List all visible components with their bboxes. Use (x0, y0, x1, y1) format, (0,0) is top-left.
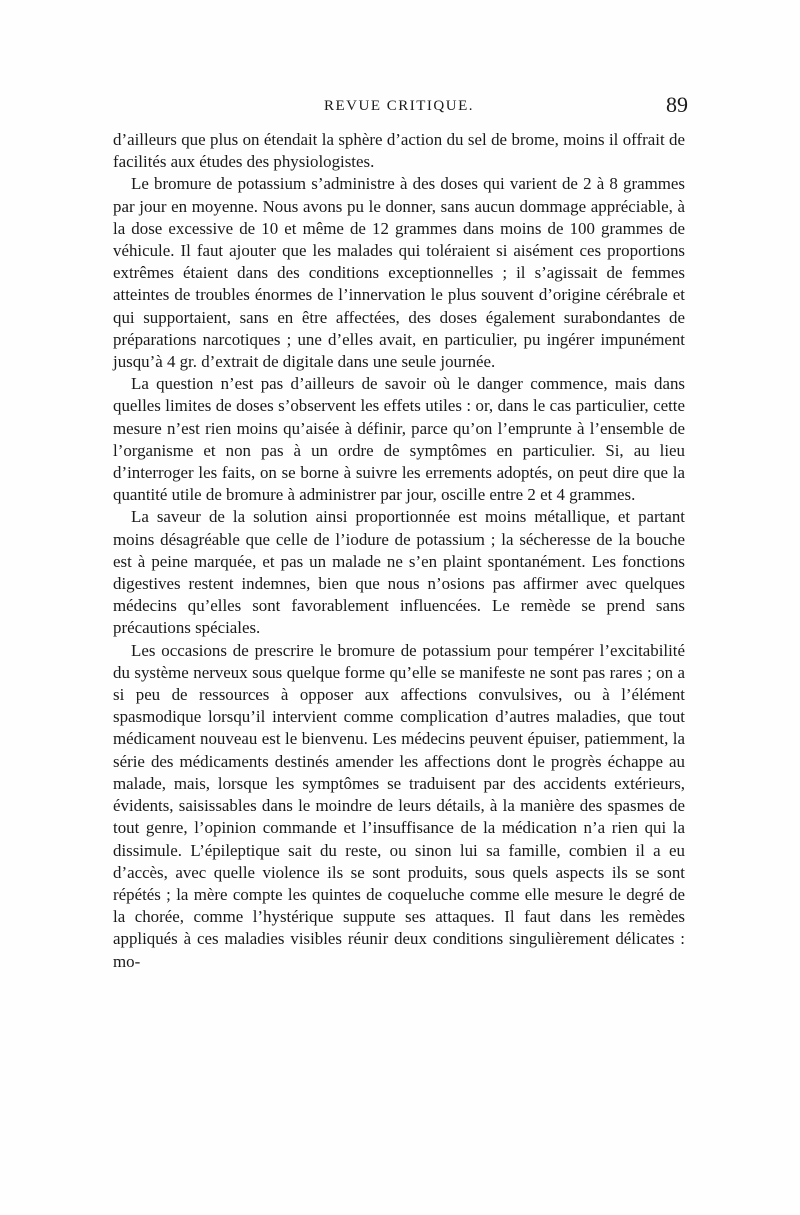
paragraph-indications: Les occasions de prescrire le bromure de potassium pour tempérer l’excitabilité du système nerveux sous quelque forme qu’elle se manifeste ne sont pas rares ; on a si peu de ressources à opposer aux affections convulsives, ou à l’élément spasmodique lorsqu’il intervient comme complication d’autres maladies, que tout médicament nouveau est le bienvenu. Les médecins peuvent épuiser, patiemment, la série des médicaments destinés amender les affections dont le progrès échappe au malade, mais, lorsque les symptômes se traduisent par des accidents extérieurs, évidents, saisissables dans le moindre de leurs détails, à la manière des spasmes de tout genre, l’opinion commande et l’insuffisance de la médication n’a rien qui la dissimule. L’épileptique sait du reste, ou sinon lui sa famille, combien il a eu d’accès, avec quelle violence ils se sont produits, sous quels aspects ils se sont répétés ; la mère compte les quintes de coqueluche comme elle mesure le degré de la chorée, comme l’hystérique supputе ses attaques. Il faut dans les remèdes appliqués à ces maladies visibles réunir deux conditions singulièrement délicates : mo- (113, 640, 685, 971)
paragraph-useful-doses: La question n’est pas d’ailleurs de savoir où le danger commence, mais dans quelles limites de doses s’observent les effets utiles : or, dans le cas particulier, cette mesure n’est rien moins qu’aisée à définir, parce qu’on l’emprunte à l’ensemble de l’organisme et non pas à un ordre de symptômes en particulier. Si, au lieu d’interroger les faits, on se borne à suivre les errements adoptés, on peut dire que la quantité utile de bromure à administrer par jour, oscille entre 2 et 4 grammes. (113, 374, 685, 505)
paragraph-dosage: Le bromure de potassium s’administre à des doses qui varient de 2 à 8 grammes par jour en moyenne. Nous avons pu le donner, sans aucun dommage appréciable, à la dose excessive de 10 et même de 12 grammes dans moins de 100 grammes de véhicule. Il faut ajouter que les malades qui toléraient si aisément ces proportions extrêmes étaient dans des conditions exceptionnelles ; il s’agissait de femmes atteintes de troubles énormes de l’innervation le plus souvent d’origine cérébrale et qui supportaient, sans en être affectées, des doses également surabondantes de préparations narcotiques ; une d’elles avait, en particulier, pu ingérer impunément jusqu’à 4 gr. d’extrait de digitale dans une seule journée. (113, 174, 685, 372)
paragraph-taste: La saveur de la solution ainsi proportionnée est moins métallique, et partant moins désagréable que celle de l’iodure de potassium ; la sécheresse de la bouche est à peine marquée, et pas un malade ne s’en plaint spontanément. Les fonctions digestives restent indemnes, bien que nous n’osions pas affirmer avec quelques médecins qu’elles sont favorablement influencées. Le remède se prend sans précautions spéciales. (113, 507, 685, 638)
running-title: REVUE CRITIQUE. (324, 98, 474, 114)
running-head (110, 92, 688, 122)
body-text (113, 129, 685, 973)
paragraph-continued: d’ailleurs que plus on étendait la sphère d’action du sel de brome, moins il offrait de facilités aux études des physiologistes. (113, 130, 685, 172)
page-number: 89 (666, 92, 688, 117)
